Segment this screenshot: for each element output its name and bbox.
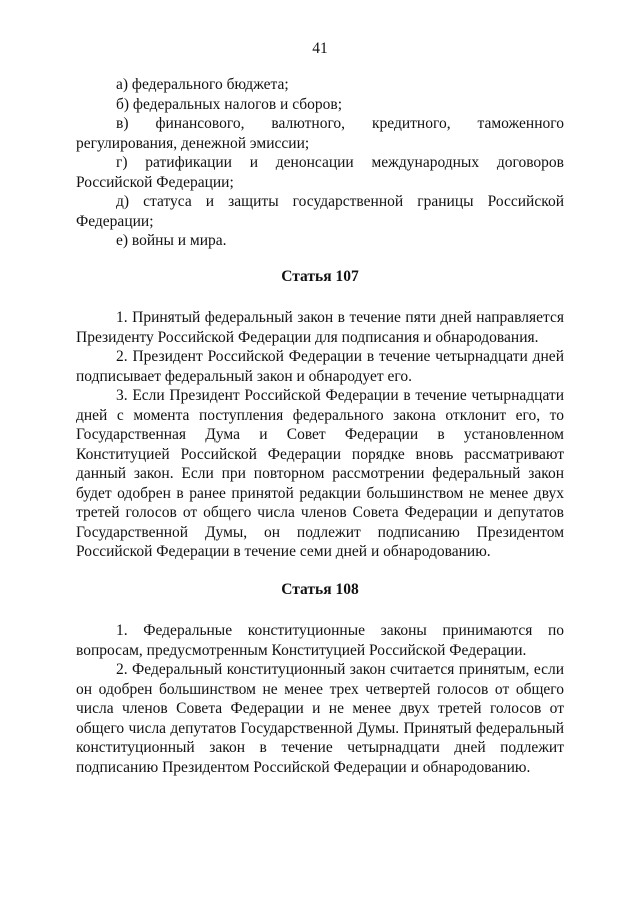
article-108-paragraph: 1. Федеральные конституционные законы принимаются по вопросам, предусмотренным Конституцией Российской Федерации. <box>76 622 564 659</box>
article-108-paragraph: 2. Федеральный конституционный закон считается принятым, если он одобрен большинством не менее трех четвертей голосов от общего числа членов Совета Федерации и не менее двух третей голосов от общего числа депутатов Государственной Думы. Принятый федеральный конституционный закон в течение четырнадцати дней подлежит подписанию Президентом Российской Федерации и обнародованию. <box>76 661 564 776</box>
article-108-title: Статья 108 <box>281 581 359 598</box>
list-item: б) федеральных налогов и сборов; <box>116 95 343 113</box>
article-107-body <box>76 308 564 562</box>
list-item: д) статуса и защиты государственной границы Российской Федерации; <box>76 193 564 230</box>
article-107-title: Статья 107 <box>281 268 359 285</box>
article-107-paragraph: 1. Принятый федеральный закон в течение пяти дней направляется Президенту Российской Федерации для подписания и обнародования. <box>76 309 564 346</box>
list-item: а) федерального бюджета; <box>116 76 289 93</box>
article-108-body <box>76 621 564 777</box>
list-item: в) финансового, валютного, кредитного, таможенного регулирования, денежной эмиссии; <box>76 115 564 152</box>
article-107-paragraph: 3. Если Президент Российской Федерации в течение четырнадцати дней с момента поступления федерального закона отклонит его, то Государственная Дума и Совет Федерации в установленном Конституцией Российской Федерации порядке вновь рассматривают данный закон. Если при повторном рассмотрении федеральный закон будет одобрен в ранее принятой редакции большинством не менее двух третей голосов от общего числа членов Совета Федерации и депутатов Государственной Думы, он подлежит подписанию Президентом Российской Федерации в течение семи дней и обнародованию. <box>76 387 564 560</box>
list-block <box>76 75 564 251</box>
list-item: е) войны и мира. <box>116 232 227 249</box>
article-107-paragraph: 2. Президент Российской Федерации в течение четырнадцати дней подписывает федеральный закон и обнародует его. <box>76 348 564 385</box>
list-item: г) ратификации и денонсации международных договоров Российской Федерации; <box>76 154 564 191</box>
page-number: 41 <box>312 40 328 57</box>
